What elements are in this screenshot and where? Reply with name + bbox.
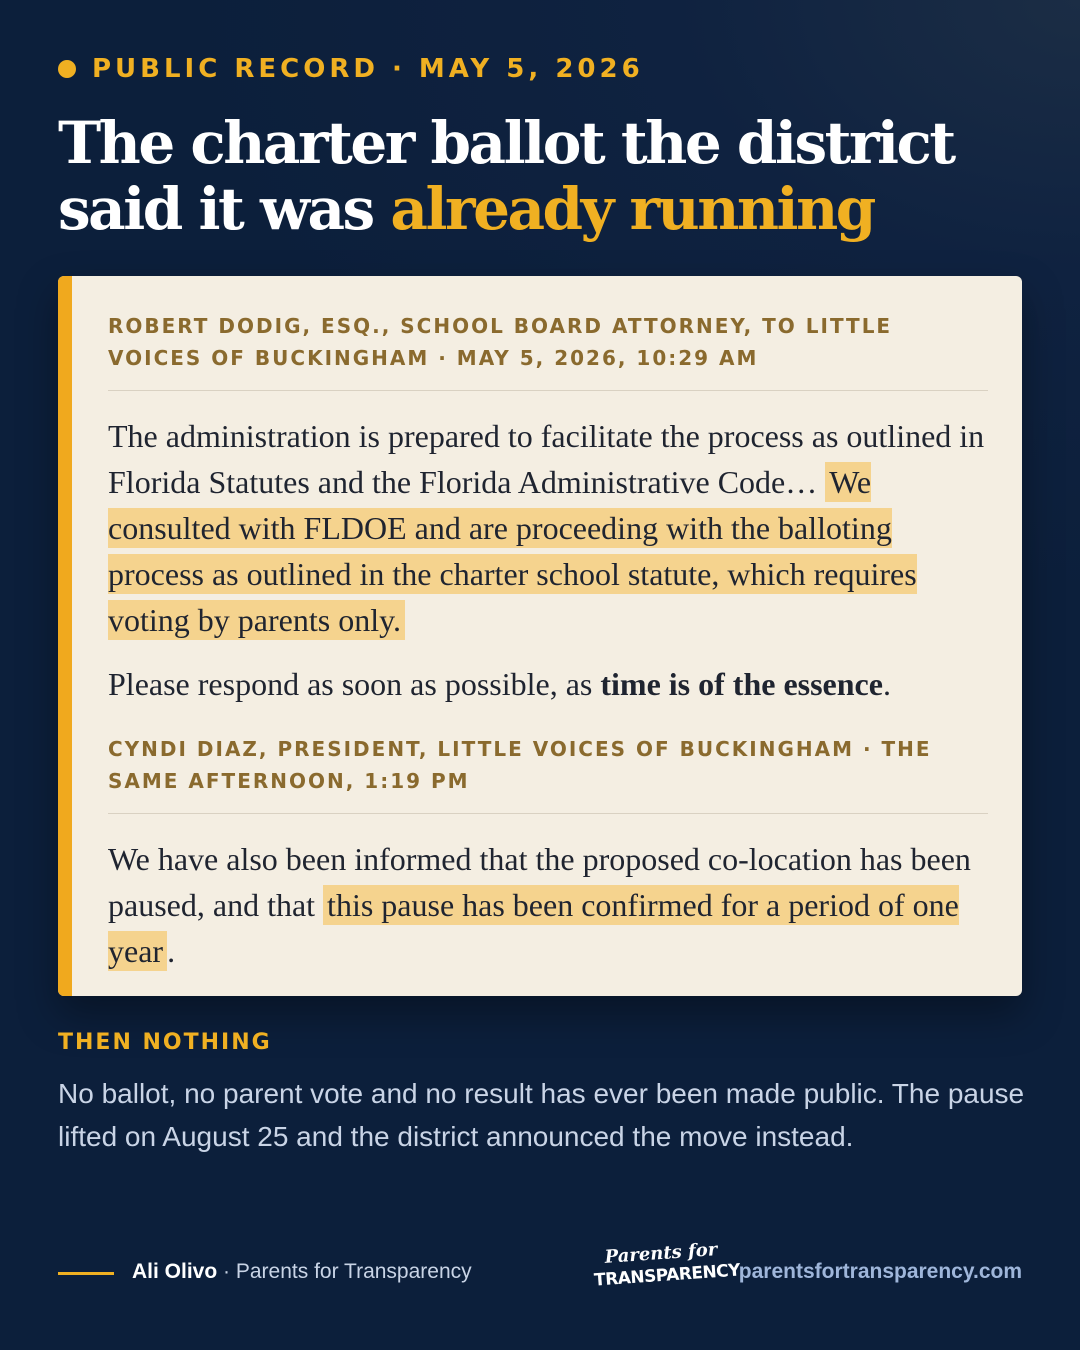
then-nothing-label: THEN NOTHING	[58, 1030, 272, 1055]
kicker	[58, 54, 644, 84]
email2-quote	[108, 836, 988, 974]
byline-separator: ·	[217, 1260, 236, 1283]
email1-text: The administration is prepared to facilitate the process as outlined in Florida Statutes and the Florida Administrative Code…	[108, 418, 985, 500]
email1-meta: ROBERT DODIG, ESQ., SCHOOL BOARD ATTORNEY, TO LITTLE VOICES OF BUCKINGHAM · MAY 5, 2026, 10:29 AM	[108, 314, 893, 370]
footer-rule	[58, 1272, 114, 1275]
email2-text: We have also been informed that the proposed co-location has been paused, and that	[108, 841, 971, 923]
headline	[58, 110, 1038, 242]
card-accent-bar	[58, 276, 72, 996]
email1-request	[108, 661, 988, 707]
headline-text: The charter ballot the district said it was	[58, 109, 954, 243]
divider	[108, 390, 988, 391]
org-name: Parents for Transparency	[235, 1260, 472, 1283]
logo-line1: Parents for	[604, 1239, 718, 1268]
email2-end: .	[167, 933, 176, 969]
email2-meta: CYNDI DIAZ, PRESIDENT, LITTLE VOICES OF BUCKINGHAM · THE SAME AFTERNOON, 1:19 PM	[108, 737, 932, 793]
email1-highlight: We consulted with FLDOE and are proceeding with the balloting process as outlined in the charter school statute, which requires voting by parents only.	[108, 464, 917, 638]
byline	[132, 1260, 472, 1284]
kicker-dot-icon	[58, 60, 76, 78]
card-content	[108, 310, 988, 974]
email1-request-text: Please respond as soon as possible, as	[108, 666, 601, 702]
quote-card	[58, 276, 1022, 996]
email1-request-end: .	[882, 666, 891, 702]
logo-line2: TRANSPARENCY	[593, 1260, 741, 1291]
footer	[58, 1239, 1022, 1298]
kicker-text: PUBLIC RECORD · MAY 5, 2026	[92, 54, 644, 84]
website-link[interactable]: parentsfortransparency.com	[738, 1260, 1022, 1283]
author-name: Ali Olivo	[132, 1260, 218, 1283]
summary-text: No ballot, no parent vote and no result has ever been made public. The pause lifted on August 25 and the district announced the move instead.	[58, 1078, 1025, 1152]
divider	[108, 813, 988, 814]
email1-quote	[108, 413, 988, 643]
headline-accent: already running	[390, 175, 874, 243]
email2-highlight: this pause has been confirmed for a period of one year	[108, 887, 959, 969]
brand-logo	[593, 1239, 741, 1300]
email1-request-bold: time is of the essence	[600, 666, 883, 702]
